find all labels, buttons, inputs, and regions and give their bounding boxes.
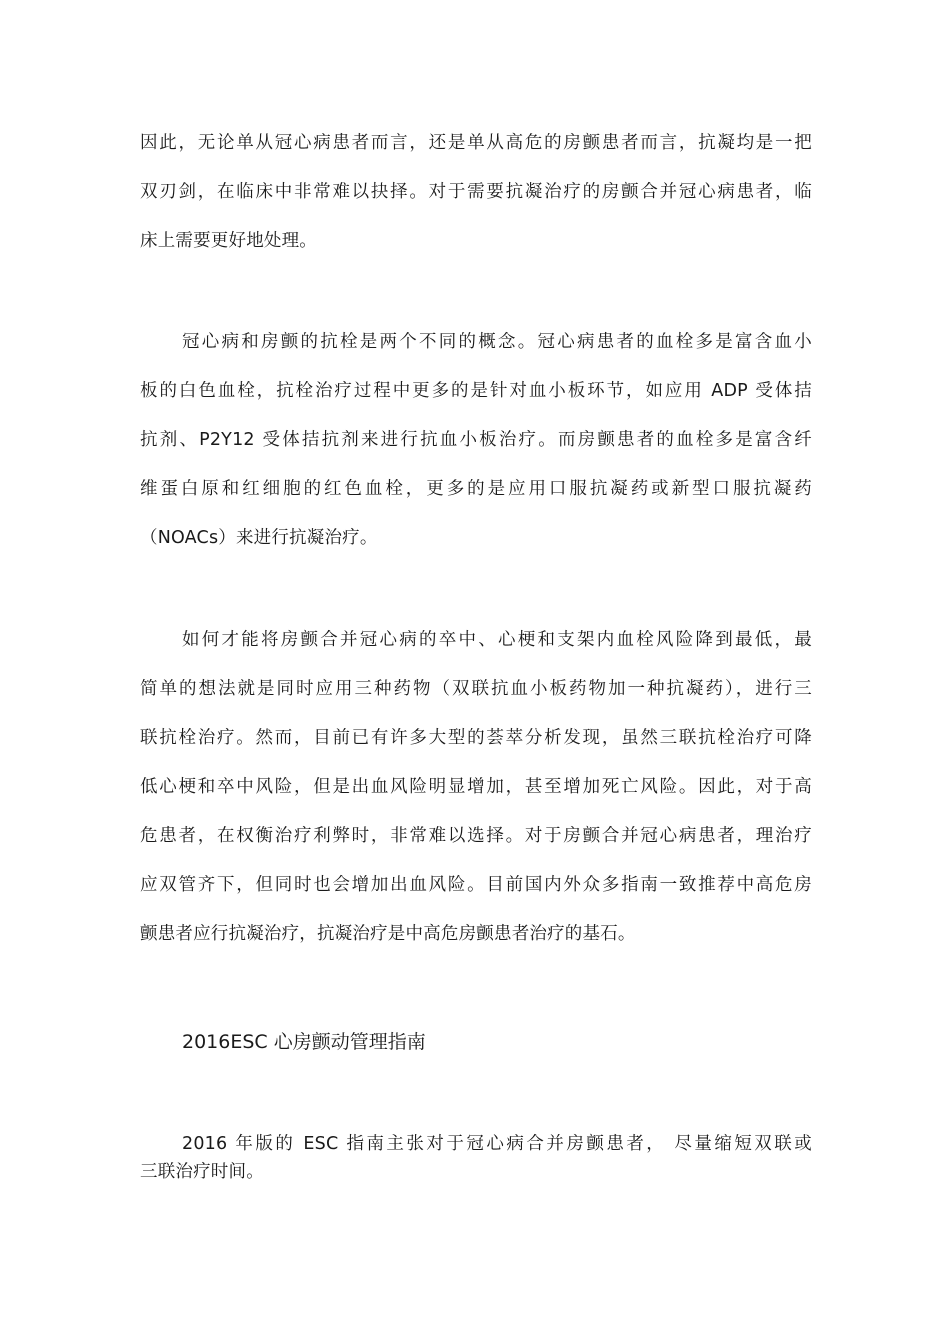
- paragraph-line: 2016 年版的 ESC 指南主张对于冠心病合并房颤患者， 尽量缩短双联或: [182, 1134, 812, 1154]
- paragraph-line: 如何才能将房颤合并冠心病的卒中、心梗和支架内血栓风险降到最低，最: [182, 630, 812, 650]
- paragraph-line: 板的白色血栓，抗栓治疗过程中更多的是针对血小板环节，如应用 ADP 受体拮: [140, 381, 812, 401]
- paragraph-2: [140, 318, 812, 563]
- paragraph-line: 危患者，在权衡治疗利弊时，非常难以选择。对于房颤合并冠心病患者，理治疗: [140, 826, 812, 846]
- paragraph-line: 冠心病和房颤的抗栓是两个不同的概念。冠心病患者的血栓多是富含血小: [182, 332, 812, 352]
- section-heading: 2016ESC 心房颤动管理指南: [182, 1031, 426, 1053]
- paragraph-line: 因此，无论单从冠心病患者而言，还是单从高危的房颤患者而言，抗凝均是一把: [140, 133, 812, 153]
- paragraph-line: 三联治疗时间。: [140, 1162, 264, 1182]
- paragraph-line: 简单的想法就是同时应用三种药物（双联抗血小板药物加一种抗凝药），进行三: [140, 679, 812, 699]
- paragraph-line: （NOACs）来进行抗凝治疗。: [140, 528, 378, 548]
- paragraph-line: 联抗栓治疗。然而，目前已有许多大型的荟萃分析发现，虽然三联抗栓治疗可降: [140, 728, 812, 748]
- paragraph-4: [140, 1130, 812, 1186]
- paragraph-line: 床上需要更好地处理。: [140, 231, 317, 251]
- paragraph-line: 应双管齐下，但同时也会增加出血风险。目前国内外众多指南一致推荐中高危房: [140, 875, 812, 895]
- paragraph-line: 低心梗和卒中风险，但是出血风险明显增加，甚至增加死亡风险。因此，对于高: [140, 777, 812, 797]
- paragraph-1: [140, 119, 812, 266]
- paragraph-line: 抗剂、P2Y12 受体拮抗剂来进行抗血小板治疗。而房颤患者的血栓多是富含纤: [140, 430, 812, 450]
- paragraph-line: 颤患者应行抗凝治疗，抗凝治疗是中高危房颤患者治疗的基石。: [140, 924, 636, 944]
- paragraph-3: [140, 616, 812, 959]
- paragraph-line: 维蛋白原和红细胞的红色血栓，更多的是应用口服抗凝药或新型口服抗凝药: [140, 479, 812, 499]
- paragraph-line: 双刃剑，在临床中非常难以抉择。对于需要抗凝治疗的房颤合并冠心病患者，临: [140, 182, 812, 202]
